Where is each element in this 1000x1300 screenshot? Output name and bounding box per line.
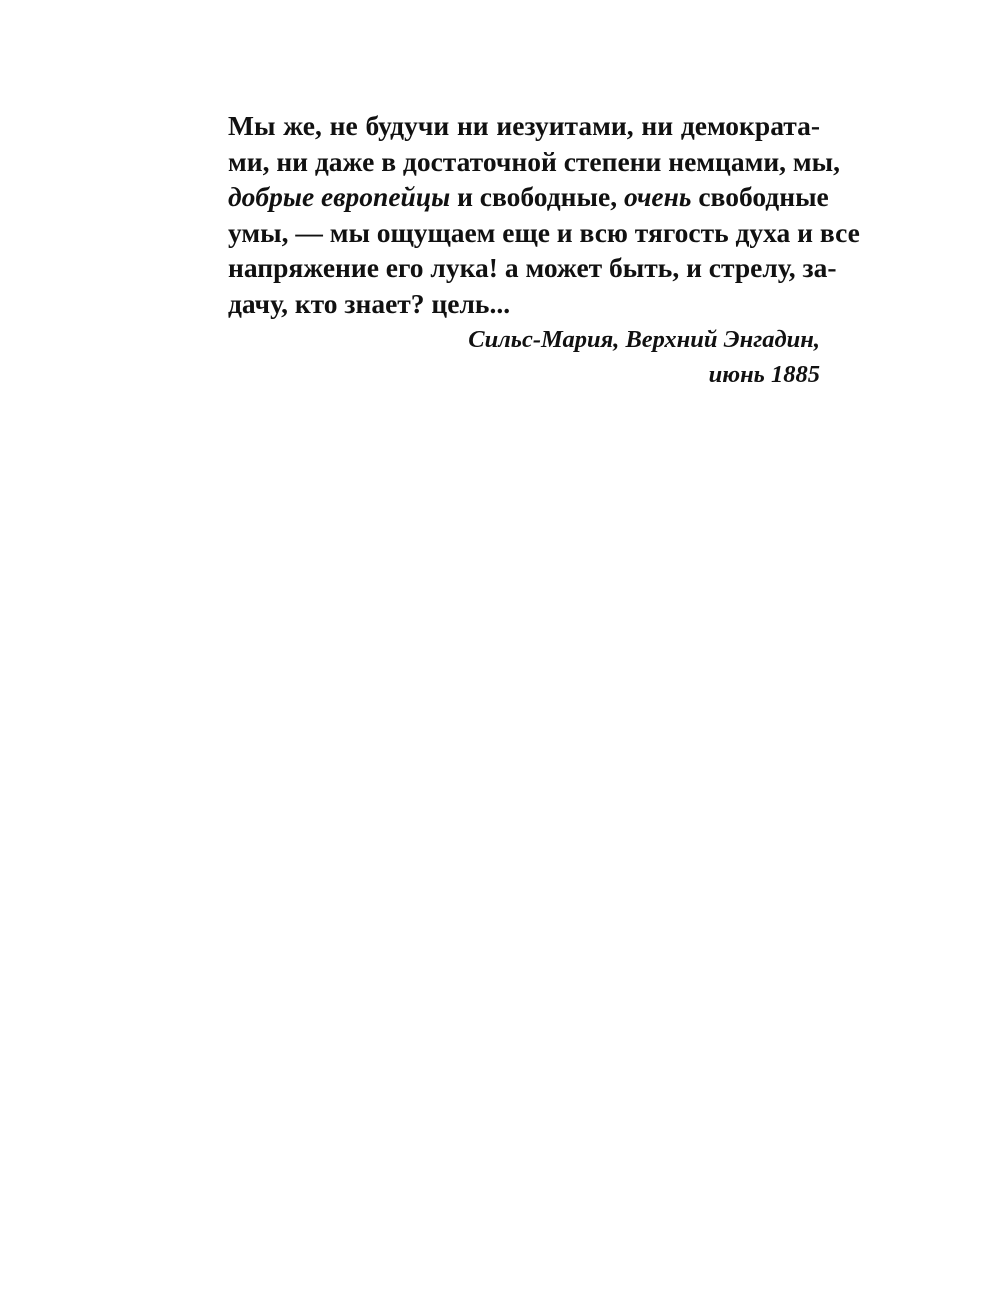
signature-date: июнь 1885 [708, 361, 820, 388]
italic-phrase-good-europeans: добрые европейцы [228, 181, 451, 212]
paragraph-line-2: ми, ни даже в достаточной степени немцами, мы, [228, 145, 841, 177]
paragraph-line-3 [228, 179, 829, 215]
paragraph-line-4: умы, — мы ощущаем еще и всю тягость духа и все [228, 216, 860, 248]
plain-text-segment: свободные [691, 181, 829, 212]
paragraph-line-5: напряжение его лука! а может быть, и стрелу, за- [228, 252, 837, 283]
signature-place: Сильс-Мария, Верхний Энгадин, [468, 326, 820, 353]
plain-text-segment: и свободные, [450, 181, 624, 212]
paragraph-line-1: Мы же, не будучи ни иезуитами, ни демократа- [228, 110, 820, 141]
italic-word-very: очень [623, 181, 692, 212]
paragraph-line-6: дачу, кто знает? цель... [228, 287, 511, 319]
text-block [228, 108, 860, 392]
